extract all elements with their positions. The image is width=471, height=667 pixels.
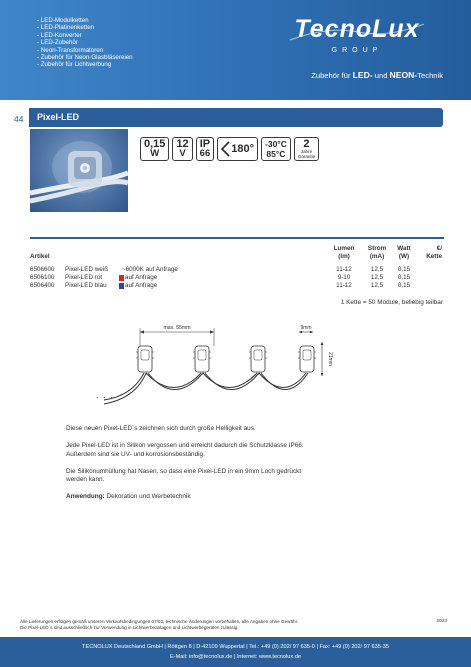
header-strom: Strom (mA) [367,245,387,260]
footer-address: TECNOLUX Deutschland GmbH | Röttgen 8 | D-42109 Wuppertal | Tel.: +49 (0) 202/ 97 635-0 | Fax: +49 (0) 202/ 97 635-35 [82,644,389,650]
lumen-value: 11-12 [336,282,352,289]
article-number: 6506400 [30,282,55,289]
current-value: 12,5 [370,282,384,289]
table-row [30,266,444,274]
description-paragraph: Jede Pixel-LED ist in Silikon vergossen und erreicht dadurch die Schutzklasse IP66. Außerdem sind sie UV- und korrosionsbeständig. [66,442,304,458]
description-paragraph: Diese neuen Pixel-LED´s zeichnen sich durch große Helligkeit aus. [66,425,256,432]
chain-continues-ellipsis: . . . [96,390,114,400]
voltage-spec-icon: 12 V [172,137,192,161]
section-title-bar [29,108,443,127]
usage-paragraph [66,493,316,502]
category-item: - Zubehör für Lichtwerbung [37,61,112,69]
temperature-range-icon: -30°C 85°C [261,137,291,161]
table-top-rule [30,237,444,239]
description-paragraph: Die Silikonumhüllung hat Nasen, so dass eine Pixel-LED in ein 9mm Loch gedrückt werden kann. [66,467,302,484]
color-swatch-blue [119,283,124,289]
table-row [30,274,444,282]
angle-icon [221,140,230,158]
color-swatch-red [119,275,124,281]
spec-icon-row [140,137,319,161]
pixel-led-photo-graphic [30,129,128,212]
category-item: - LED-Modulketten [37,17,89,24]
beam-angle-icon: 180° [217,137,258,161]
watt-value: 0,15 [397,274,411,281]
category-item: - LED-Zubehör [37,39,78,47]
header-price: €/ Kette [426,245,442,260]
section-title: Pixel-LED [37,112,80,122]
dim-length-label: max. 55mm [163,325,191,331]
category-item: - LED-Platinenketten [37,24,95,32]
category-item: - Zubehör für Neon-Glasbläsereien [37,54,133,62]
watt-value: 0,15 [397,282,411,289]
header-watt: Watt (W) [397,245,411,260]
lumen-value: 11-12 [336,266,352,273]
category-item: - LED-Konverter [37,31,82,39]
product-category-list [37,17,133,69]
usage-label: Anwendung: [66,493,105,501]
page-number: 44 [14,114,24,124]
product-description [66,425,316,511]
article-description: ~6000K auf Anfrage [122,266,178,273]
logo-wordmark: TecnoLux [294,15,420,43]
header-tagline: Zubehör für LED- und NEON-Technik [311,70,443,80]
article-number: 6506600 [30,266,55,273]
table-row [30,282,444,290]
article-name: Pixel-LED blau [65,282,107,289]
lumen-value: 9-10 [337,274,351,281]
page-footer [0,637,471,667]
warranty-icon: 2 Jahre Garantie [294,137,319,161]
tecnolux-logo [282,13,432,57]
dimension-drawing [96,318,356,406]
category-item: - Neon-Transformatoren [37,46,104,54]
article-number: 6506100 [30,274,55,281]
usage-text: Dekoration und Werbetechnik [104,493,191,501]
article-description: auf Anfrage [125,274,158,281]
legal-disclaimer: Alle Lieferungen erfolgen gemäß unseren Verkaufsbedingungen 07/03, technische Änderungen vorbehalten, alle Angaben ohne Gewähr. Die Pixel-LED´s sind ausschließlich zur Verwendung in Lichtwerbeanlagen und Lichtwerbegeräten zulässig. [20,619,299,631]
page-header [0,0,471,100]
ip-rating-icon: IP 66 [196,137,215,161]
product-photo [30,129,128,212]
article-name: Pixel-LED weiß [65,266,109,273]
current-value: 12,5 [370,274,384,281]
dim-width-label: 9mm [300,325,312,331]
footer-contact: E-Mail: info@tecnolux.de | Internet: www.tecnolux.de [170,654,301,660]
article-description: auf Anfrage [125,282,158,289]
dim-height-label: 21mm [327,352,333,366]
watt-value: 0,15 [397,266,411,273]
catalog-year: 2023 [436,619,447,624]
power-spec-icon: 0,15 W [140,137,169,161]
article-name: Pixel-LED rot [65,274,103,281]
logo-group-text: GROUP [331,47,383,54]
header-lumen: Lumen (lm) [333,245,355,260]
chain-note: 1 Kette = 50 Module, beliebig teilbar [340,299,443,306]
current-value: 12,5 [370,266,384,273]
header-artikel: Artikel [30,253,50,260]
